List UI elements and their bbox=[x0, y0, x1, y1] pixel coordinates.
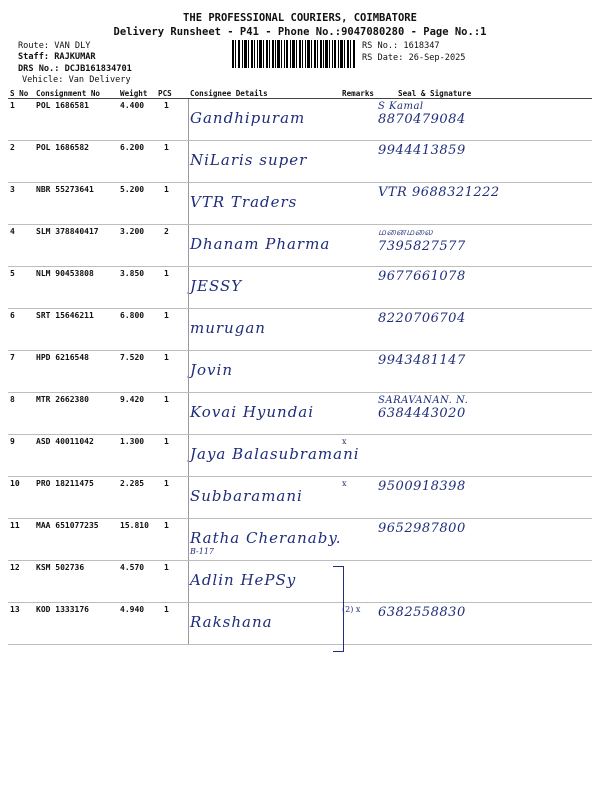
row-consignment: KSM 502736 bbox=[34, 561, 118, 603]
table-row bbox=[8, 141, 592, 183]
table-row bbox=[8, 267, 592, 309]
row-sno: 5 bbox=[8, 267, 34, 309]
row-consignment: NBR 55273641 bbox=[34, 183, 118, 225]
table-header-row bbox=[8, 88, 592, 99]
row-consignee bbox=[188, 225, 340, 267]
row-sno: 6 bbox=[8, 309, 34, 351]
row-sno: 4 bbox=[8, 225, 34, 267]
row-remarks bbox=[340, 351, 376, 393]
row-weight: 3.200 bbox=[118, 225, 156, 267]
row-signature bbox=[376, 309, 592, 351]
signature-phone: 9677661078 bbox=[378, 269, 466, 284]
row-weight: 2.285 bbox=[118, 477, 156, 519]
row-weight: 4.940 bbox=[118, 603, 156, 645]
row-consignee bbox=[188, 393, 340, 435]
row-weight: 6.800 bbox=[118, 309, 156, 351]
header-consignment: Consignment No bbox=[34, 88, 118, 99]
rs-date: RS Date: 26-Sep-2025 bbox=[362, 53, 466, 63]
signature-phone: 8870479084 bbox=[378, 112, 466, 127]
header-seal: Seal & Signature bbox=[376, 88, 592, 99]
runsheet-table bbox=[8, 88, 592, 645]
row-weight: 4.400 bbox=[118, 99, 156, 141]
row-consignment: HPD 6216548 bbox=[34, 351, 118, 393]
signature-phone: 9500918398 bbox=[378, 479, 466, 494]
row-pcs: 1 bbox=[156, 183, 188, 225]
row-signature bbox=[376, 99, 592, 141]
row-signature bbox=[376, 183, 592, 225]
row-consignee bbox=[188, 351, 340, 393]
signature-name: மனைமலை bbox=[378, 227, 434, 238]
company-title: THE PROFESSIONAL COURIERS, COIMBATORE bbox=[183, 12, 417, 24]
row-weight: 9.420 bbox=[118, 393, 156, 435]
signature-phone: VTR 9688321222 bbox=[378, 185, 500, 200]
row-remarks bbox=[340, 99, 376, 141]
row-pcs: 1 bbox=[156, 561, 188, 603]
row-consignee bbox=[188, 477, 340, 519]
table-row bbox=[8, 183, 592, 225]
row-consignment: MAA 651077235 bbox=[34, 519, 118, 561]
consignee-handwriting: Adlin HePSy bbox=[190, 571, 297, 589]
row-consignment: POL 1686581 bbox=[34, 99, 118, 141]
header-remarks: Remarks bbox=[342, 88, 375, 98]
row-pcs: 1 bbox=[156, 519, 188, 561]
row-remarks bbox=[340, 393, 376, 435]
row-consignee bbox=[188, 141, 340, 183]
row-signature bbox=[376, 351, 592, 393]
row-pcs: 1 bbox=[156, 99, 188, 141]
table-row bbox=[8, 435, 592, 477]
barcode-image bbox=[232, 40, 356, 68]
row-weight: 7.520 bbox=[118, 351, 156, 393]
consignee-handwriting: murugan bbox=[190, 319, 266, 337]
table-row bbox=[8, 603, 592, 645]
row-sno: 13 bbox=[8, 603, 34, 645]
header-consignee: Consignee Details bbox=[188, 88, 340, 99]
remark-mark: x bbox=[342, 437, 347, 446]
signature-name: S Kamal bbox=[378, 101, 424, 112]
row-signature bbox=[376, 561, 592, 603]
row-consignment: SRT 15646211 bbox=[34, 309, 118, 351]
row-sno: 2 bbox=[8, 141, 34, 183]
staff-text: Staff: RAJKUMAR bbox=[18, 52, 96, 62]
row-signature bbox=[376, 435, 592, 477]
row-sno: 10 bbox=[8, 477, 34, 519]
row-weight: 1.300 bbox=[118, 435, 156, 477]
header-pcs: PCS bbox=[156, 88, 188, 99]
signature-phone: 6384443020 bbox=[378, 406, 466, 421]
table-row bbox=[8, 351, 592, 393]
row-signature bbox=[376, 477, 592, 519]
row-pcs: 2 bbox=[156, 225, 188, 267]
signature-phone: 9943481147 bbox=[378, 353, 466, 368]
row-weight: 15.810 bbox=[118, 519, 156, 561]
row-consignee bbox=[188, 519, 340, 561]
row-sno: 11 bbox=[8, 519, 34, 561]
row-weight: 5.200 bbox=[118, 183, 156, 225]
table-row bbox=[8, 225, 592, 267]
row-remarks bbox=[340, 309, 376, 351]
row-sno: 1 bbox=[8, 99, 34, 141]
table-row bbox=[8, 393, 592, 435]
row-remarks bbox=[340, 561, 376, 603]
header-sno: S No bbox=[8, 88, 34, 99]
consignee-handwriting: Ratha Cheranaby. bbox=[190, 529, 342, 547]
signature-phone: 8220706704 bbox=[378, 311, 466, 326]
row-sno: 12 bbox=[8, 561, 34, 603]
remark-mark: (2) x bbox=[342, 605, 361, 614]
row-remarks bbox=[340, 141, 376, 183]
drs-text: DRS No.: DCJB161834701 bbox=[18, 64, 132, 74]
consignee-handwriting: Subbaramani bbox=[190, 487, 303, 505]
row-signature bbox=[376, 393, 592, 435]
signature-name: SARAVANAN. N. bbox=[378, 395, 469, 406]
consignee-handwriting: Jaya Balasubramani bbox=[190, 445, 360, 463]
row-weight: 6.200 bbox=[118, 141, 156, 183]
row-pcs: 1 bbox=[156, 351, 188, 393]
table-row bbox=[8, 519, 592, 561]
row-remarks bbox=[340, 225, 376, 267]
signature-phone: 9652987800 bbox=[378, 521, 466, 536]
row-consignee bbox=[188, 561, 340, 603]
vehicle-text: Vehicle: Van Delivery bbox=[22, 75, 131, 85]
row-consignment: MTR 2662380 bbox=[34, 393, 118, 435]
row-pcs: 1 bbox=[156, 477, 188, 519]
row-pcs: 1 bbox=[156, 603, 188, 645]
consignee-handwriting: JESSY bbox=[190, 277, 243, 295]
row-consignment: KOD 1333176 bbox=[34, 603, 118, 645]
runsheet-subtitle: Delivery Runsheet - P41 - Phone No.:9047080280 - Page No.:1 bbox=[113, 26, 487, 38]
row-consignee bbox=[188, 309, 340, 351]
table-row bbox=[8, 309, 592, 351]
row-pcs: 1 bbox=[156, 141, 188, 183]
grouping-bracket bbox=[333, 566, 344, 652]
row-consignee bbox=[188, 435, 360, 477]
row-signature bbox=[376, 519, 592, 561]
signature-phone: 6382558830 bbox=[378, 605, 466, 620]
row-signature bbox=[376, 267, 592, 309]
row-signature bbox=[376, 141, 592, 183]
consignee-handwriting: Kovai Hyundai bbox=[190, 403, 315, 421]
row-sno: 9 bbox=[8, 435, 34, 477]
row-pcs: 1 bbox=[156, 267, 188, 309]
consignee-note: B-117 bbox=[190, 547, 214, 556]
consignee-handwriting: Gandhipuram bbox=[190, 109, 306, 127]
consignee-handwriting: Rakshana bbox=[190, 613, 273, 631]
row-sno: 3 bbox=[8, 183, 34, 225]
row-sno: 8 bbox=[8, 393, 34, 435]
route-text: Route: VAN DLY bbox=[18, 41, 91, 51]
row-pcs: 1 bbox=[156, 393, 188, 435]
row-weight: 3.850 bbox=[118, 267, 156, 309]
rs-number: RS No.: 1618347 bbox=[362, 41, 440, 51]
row-consignee bbox=[188, 267, 340, 309]
remark-mark: x bbox=[342, 479, 347, 488]
row-consignee bbox=[188, 603, 340, 645]
table-row bbox=[8, 99, 592, 141]
row-pcs: 1 bbox=[156, 309, 188, 351]
row-remarks bbox=[340, 519, 376, 561]
row-pcs: 1 bbox=[156, 435, 188, 477]
consignee-handwriting: NiLaris super bbox=[190, 151, 308, 169]
header-weight: Weight bbox=[118, 88, 156, 99]
row-consignee bbox=[188, 99, 340, 141]
row-consignment: ASD 40011042 bbox=[34, 435, 118, 477]
row-consignment: NLM 90453808 bbox=[34, 267, 118, 309]
row-remarks bbox=[340, 183, 376, 225]
table-row bbox=[8, 561, 592, 603]
row-remarks bbox=[340, 267, 376, 309]
row-consignee bbox=[188, 183, 340, 225]
consignee-handwriting: Dhanam Pharma bbox=[190, 235, 331, 253]
row-signature bbox=[376, 603, 592, 645]
signature-phone: 9944413859 bbox=[378, 143, 466, 158]
signature-phone: 7395827577 bbox=[378, 239, 466, 254]
row-consignment: POL 1686582 bbox=[34, 141, 118, 183]
consignee-handwriting: VTR Traders bbox=[190, 193, 298, 211]
table-row bbox=[8, 477, 592, 519]
row-remarks bbox=[340, 477, 376, 519]
row-remarks bbox=[340, 603, 376, 645]
row-signature bbox=[376, 225, 592, 267]
row-weight: 4.570 bbox=[118, 561, 156, 603]
row-consignment: PRO 18211475 bbox=[34, 477, 118, 519]
row-sno: 7 bbox=[8, 351, 34, 393]
row-consignment: SLM 378840417 bbox=[34, 225, 118, 267]
consignee-handwriting: Jovin bbox=[190, 361, 233, 379]
